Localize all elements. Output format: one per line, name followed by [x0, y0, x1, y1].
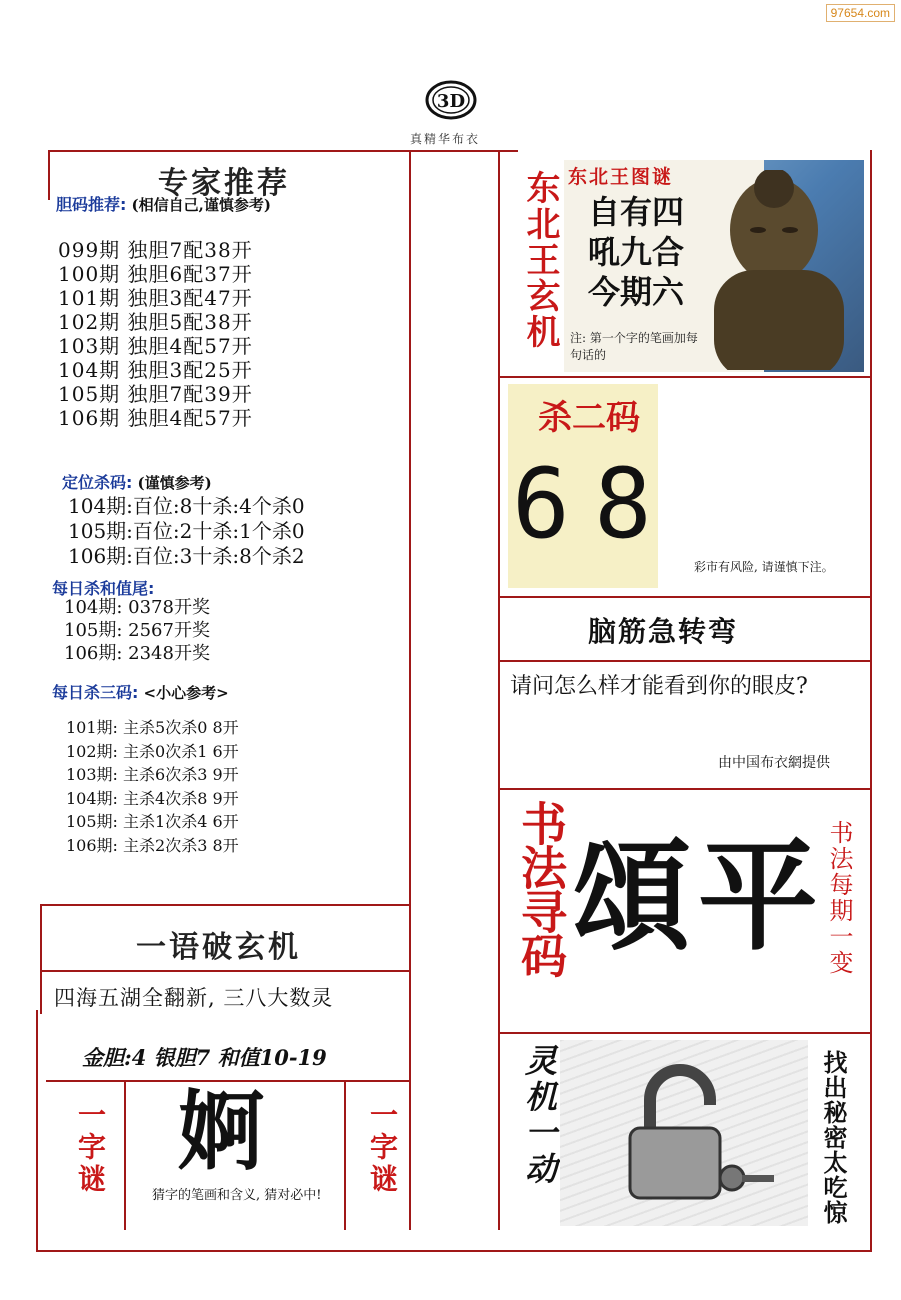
dan-label: 胆码推荐:: [56, 195, 127, 214]
dongbei-image: [564, 160, 864, 372]
jindan-text: 金胆:4 银胆7 和值10-19: [82, 1045, 327, 1070]
kill3-row: 105期: 主杀1次杀4 6开: [66, 812, 239, 831]
lock-panel: [560, 1040, 808, 1226]
sha2ma-panel: [508, 384, 658, 588]
dongbei-banner: 东北王图谜: [568, 162, 673, 189]
yizimi-left-divider: [124, 1080, 126, 1230]
sha2ma-digit: 6: [512, 448, 570, 560]
sha2ma-title: 杀二码: [538, 398, 640, 438]
pos-row: 105期:百位:2十杀:1个杀0: [68, 519, 305, 543]
top-rule: [48, 150, 518, 152]
yizimi-left-label: 一字谜: [74, 1100, 107, 1196]
naojin-credit: 由中国布衣網提供: [718, 755, 830, 771]
dongbei-note: 注: 第一个字的笔画加每句话的: [570, 331, 698, 362]
riddle-hint: 猜字的笔画和含义, 猜对必中!: [152, 1188, 322, 1203]
daily-row: 106期: 2348开奖: [64, 643, 210, 664]
naojin-title: 脑筋急转弯: [588, 615, 739, 648]
sha2ma-digit: 8: [594, 448, 652, 560]
dan-row: 102期 独胆5配38开: [58, 310, 253, 334]
dan-row: 104期 独胆3配25开: [58, 358, 253, 382]
yiyu-left-rule: [40, 904, 42, 1014]
shufa-right-label: 书法每期一变: [825, 820, 853, 976]
kill3-row: 104期: 主杀4次杀8 9开: [66, 788, 239, 808]
logo-emblem: [425, 80, 477, 120]
naojin-top-rule: [500, 596, 870, 598]
kill3-note: <小心参考>: [143, 684, 229, 702]
pos-list: [68, 494, 305, 569]
yiyu-title: 一语破玄机: [136, 930, 301, 965]
frame-left-top: [48, 150, 50, 200]
poem-line: 自有四: [588, 193, 685, 231]
right-column-divider: [498, 150, 500, 1230]
risk-note: 彩市有风险, 请谨慎下注。: [694, 560, 834, 574]
site-watermark: 97654.com: [826, 4, 895, 22]
lingji-label: 灵机一动: [520, 1044, 558, 1188]
riddle-char: 婀: [178, 1081, 264, 1182]
logo-mark: 3D: [436, 91, 466, 112]
lingji-top-rule: [500, 1032, 870, 1034]
kill3-row: 103期: 主杀6次杀3 9开: [66, 765, 239, 784]
kill3-row: 102期: 主杀0次杀1 6开: [66, 741, 239, 761]
shufa-top-rule: [500, 788, 870, 790]
calligraphy-chars: 頌平: [572, 826, 824, 967]
dan-row: 101期 独胆3配47开: [58, 286, 253, 310]
kill3-row: 106期: 主杀2次杀3 8开: [66, 835, 239, 855]
pos-row: 104期:百位:8十杀:4个杀0: [68, 494, 305, 518]
kill3-label: 每日杀三码:: [52, 683, 139, 702]
poem-line: 今期六: [588, 273, 685, 311]
dongbei-poem: [588, 192, 684, 312]
dan-row: 100期 独胆6配37开: [58, 262, 253, 286]
frame-left-bottom: [36, 1010, 38, 1252]
yiyu-text: 四海五湖全翻新, 三八大数灵: [54, 986, 334, 1010]
logo-caption: 真精华布衣: [410, 132, 481, 146]
expert-title: 专家推荐: [158, 166, 290, 201]
poem-line: 吼九合: [588, 233, 685, 271]
pos-label: 定位杀码:: [62, 473, 133, 492]
kill3-list: [66, 716, 239, 857]
yiyu-mid-rule: [40, 970, 410, 972]
daily-label: 每日杀和值尾:: [52, 579, 155, 598]
dan-list: [58, 238, 253, 430]
daily-row: 105期: 2567开奖: [64, 620, 210, 641]
yiyu-top-rule: [40, 904, 410, 906]
naojin-mid-rule: [500, 660, 870, 662]
pos-header: [62, 470, 212, 493]
bottom-rule: [36, 1250, 872, 1252]
dan-row: 099期 独胆7配38开: [58, 238, 253, 262]
sha2ma-top-rule: [500, 376, 870, 378]
dongbei-label: 东北王玄机: [520, 170, 560, 350]
daily-row: 104期: 0378开奖: [64, 597, 210, 618]
padlock-icon: [610, 1060, 780, 1220]
pos-note: (谨慎参考): [137, 474, 212, 492]
lingji-right-label: 找出秘密太吃惊: [819, 1050, 848, 1225]
dan-header: [56, 192, 271, 215]
shufa-label: 书法寻码: [514, 800, 568, 976]
kill3-row: 101期: 主杀5次杀0 8开: [66, 718, 239, 737]
frame-right: [870, 150, 872, 1252]
yizimi-right-label: 一字谜: [366, 1100, 399, 1196]
dan-row: 103期 独胆4配57开: [58, 334, 253, 358]
buddha-icon: [684, 170, 864, 370]
yizimi-right-divider: [344, 1080, 346, 1230]
daily-list: [64, 596, 210, 665]
kill3-header: [52, 680, 229, 703]
left-column-divider: [409, 150, 411, 1230]
pos-row: 106期:百位:3十杀:8个杀2: [68, 544, 305, 568]
dan-row: 106期 独胆4配57开: [58, 406, 253, 430]
naojin-question: 请问怎么样才能看到你的眼皮?: [510, 674, 808, 699]
dan-note: (相信自己,谨慎参考): [131, 196, 271, 214]
dan-row: 105期 独胆7配39开: [58, 382, 253, 406]
